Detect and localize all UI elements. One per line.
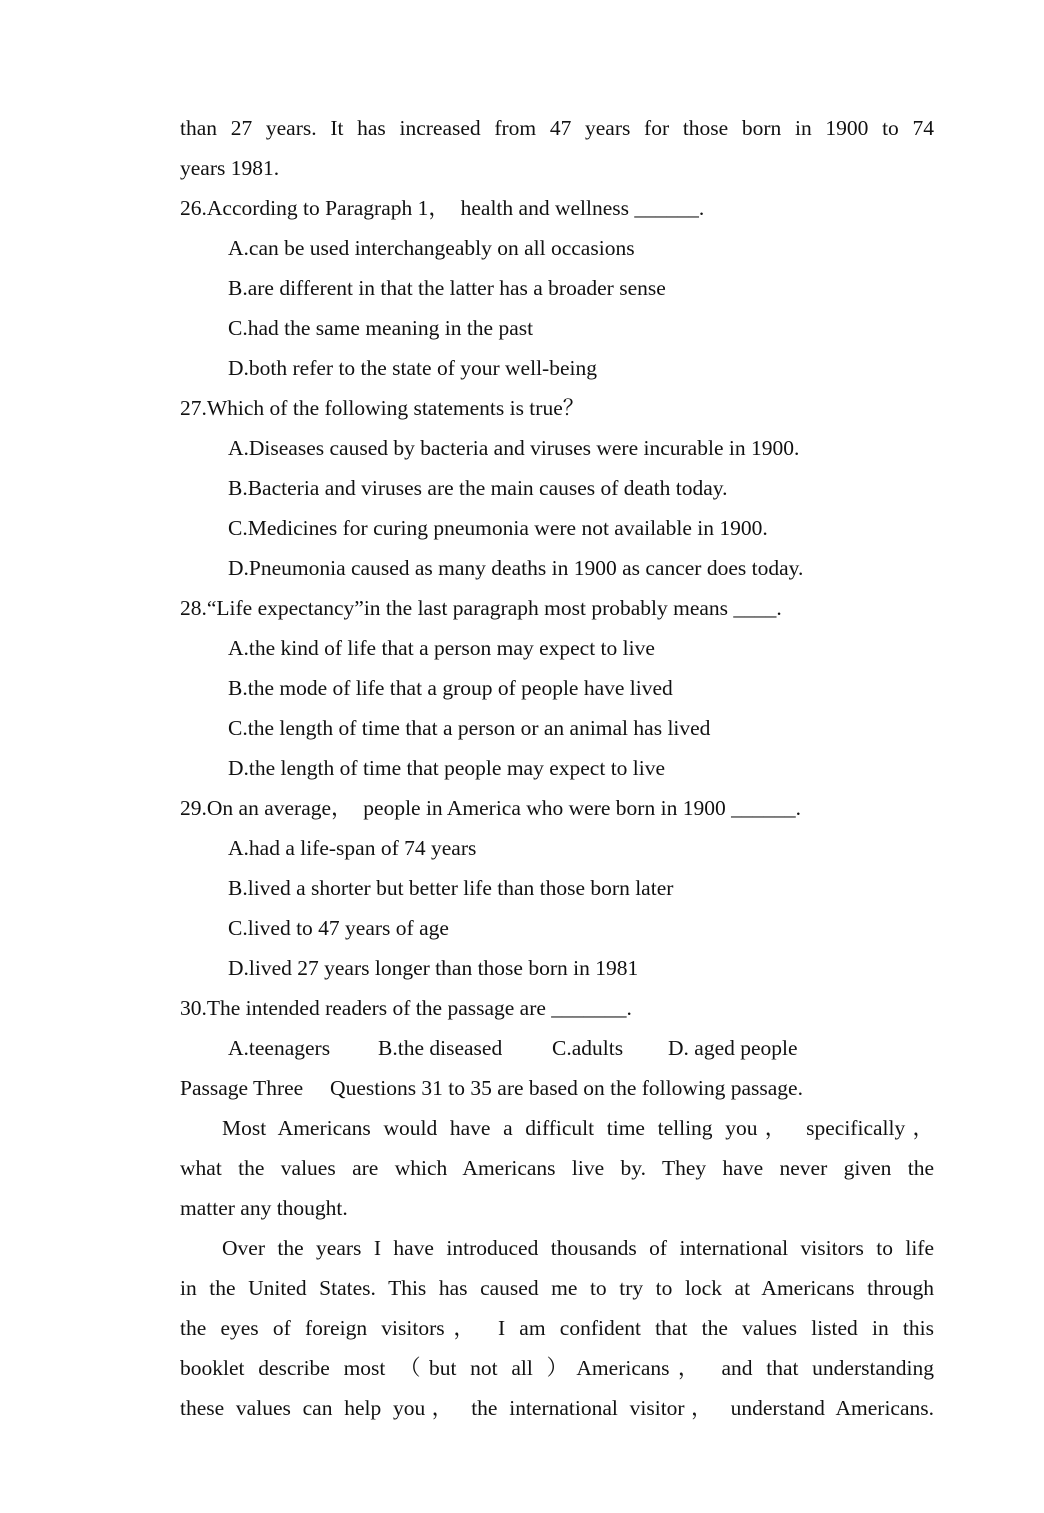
paragraph-line: what the values are which Americans live by. They have never given the bbox=[180, 1156, 934, 1180]
answer-option: B.Bacteria and viruses are the main causes of death today. bbox=[228, 476, 728, 500]
answer-option: D. aged people bbox=[668, 1036, 798, 1060]
answer-option: A.Diseases caused by bacteria and viruses were incurable in 1900. bbox=[228, 436, 800, 460]
answer-option: A.can be used interchangeably on all occasions bbox=[228, 236, 635, 260]
answer-option: D.Pneumonia caused as many deaths in 1900 as cancer does today. bbox=[228, 556, 804, 580]
paragraph-line: these values can help you， the international visitor， understand Americans. bbox=[180, 1396, 934, 1420]
paragraph-line: Over the years I have introduced thousands of international visitors to life bbox=[222, 1236, 934, 1260]
question-stem: 27.Which of the following statements is true？ bbox=[180, 396, 585, 420]
question-stem: 29.On an average， people in America who were born in 1900 ______. bbox=[180, 796, 801, 820]
answer-option: D.lived 27 years longer than those born in 1981 bbox=[228, 956, 639, 980]
document-page bbox=[180, 108, 934, 1428]
paragraph-line: booklet describe most （but not all ）Americans， and that understanding bbox=[180, 1356, 934, 1380]
answer-option: C.lived to 47 years of age bbox=[228, 916, 449, 940]
question-stem: 28.“Life expectancy”in the last paragraph most probably means ____. bbox=[180, 596, 782, 620]
answer-option: C.Medicines for curing pneumonia were not available in 1900. bbox=[228, 516, 768, 540]
answer-option: C.the length of time that a person or an animal has lived bbox=[228, 716, 711, 740]
answer-option: B.the diseased bbox=[378, 1036, 503, 1060]
answer-option: B.lived a shorter but better life than those born later bbox=[228, 876, 674, 900]
text-line: than 27 years. It has increased from 47 years for those born in 1900 to 74 bbox=[180, 116, 934, 140]
answer-option: B.the mode of life that a group of people have lived bbox=[228, 676, 673, 700]
answer-option: D.both refer to the state of your well-being bbox=[228, 356, 597, 380]
answer-options-row bbox=[180, 1028, 934, 1068]
paragraph-line: the eyes of foreign visitors， I am confident that the values listed in this bbox=[180, 1316, 934, 1340]
answer-option: C.had the same meaning in the past bbox=[228, 316, 534, 340]
question-stem: 30.The intended readers of the passage are _______. bbox=[180, 996, 632, 1020]
answer-option: A.teenagers bbox=[228, 1036, 331, 1060]
answer-option: D.the length of time that people may expect to live bbox=[228, 756, 666, 780]
text-line: years 1981. bbox=[180, 156, 280, 180]
paragraph-line: Most Americans would have a difficult time telling you， specifically， bbox=[222, 1116, 934, 1140]
paragraph-line: in the United States. This has caused me to try to lock at Americans through bbox=[180, 1276, 934, 1300]
paragraph-line: matter any thought. bbox=[180, 1196, 348, 1220]
answer-option: C.adults bbox=[552, 1036, 624, 1060]
answer-option: B.are different in that the latter has a broader sense bbox=[228, 276, 666, 300]
answer-option: A.the kind of life that a person may expect to live bbox=[228, 636, 655, 660]
passage-heading: Passage Three Questions 31 to 35 are based on the following passage. bbox=[180, 1076, 803, 1100]
answer-option: A.had a life-span of 74 years bbox=[228, 836, 477, 860]
question-stem: 26.According to Paragraph 1， health and wellness ______. bbox=[180, 196, 705, 220]
